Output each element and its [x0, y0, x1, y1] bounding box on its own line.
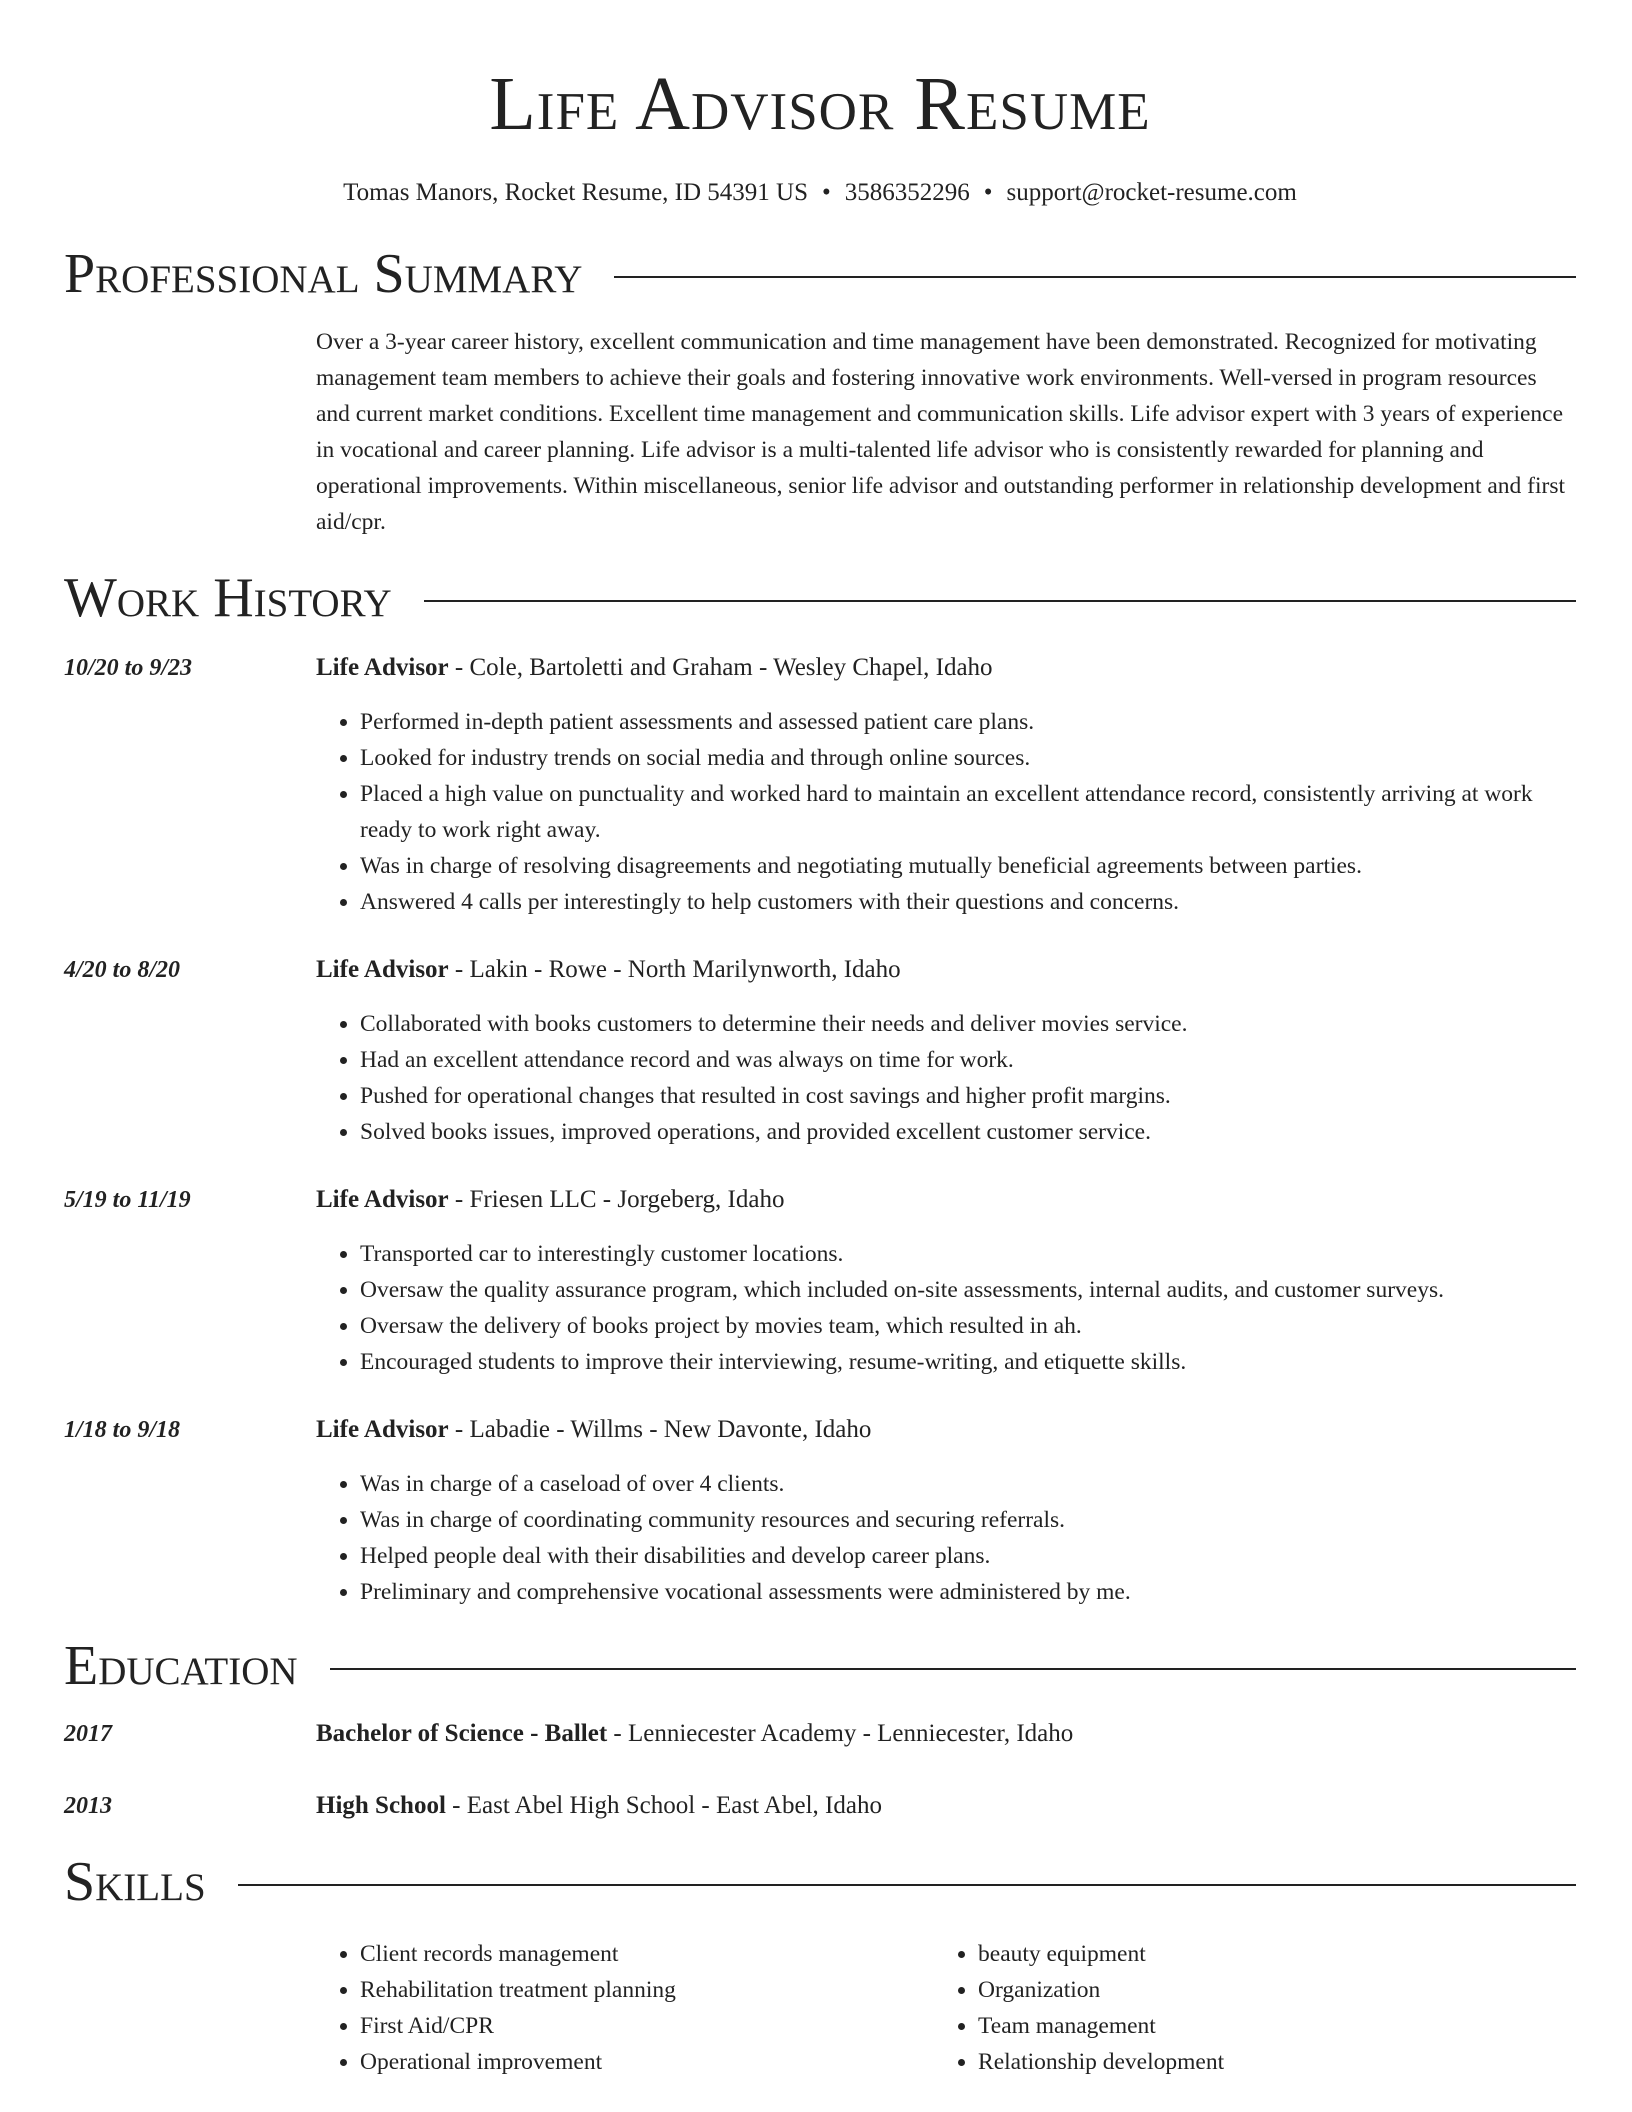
education-entry	[64, 1788, 1576, 1824]
work-body	[316, 1412, 1576, 1610]
summary-heading: Professional Summary	[64, 243, 583, 305]
work-heading: Work History	[64, 567, 392, 629]
list-item: • Was in charge of a caseload of over 4 clients.	[360, 1466, 1576, 1502]
education-line	[316, 1788, 1576, 1824]
section-divider	[424, 600, 1576, 602]
work-bullets	[316, 1006, 1576, 1150]
contact-email: support@rocket-resume.com	[1006, 179, 1297, 206]
work-bullets	[316, 1236, 1576, 1380]
skills-section-header	[64, 1850, 1576, 1914]
contact-address: Tomas Manors, Rocket Resume, ID 54391 US	[343, 179, 809, 206]
work-details: - Cole, Bartoletti and Graham - Wesley Chapel, Idaho	[448, 654, 993, 681]
list-item: • Was in charge of coordinating community resources and securing referrals.	[360, 1502, 1576, 1538]
work-role: Life Advisor	[316, 654, 449, 681]
skills-column-2	[934, 1936, 1576, 2080]
work-bullets	[316, 1466, 1576, 1610]
contact-phone: 3586352296	[844, 179, 970, 206]
work-heading-line	[316, 1412, 1576, 1448]
list-item: • Oversaw the quality assurance program, which included on-site assessments, internal audits, and customer surveys.	[360, 1272, 1576, 1308]
skill-item: • beauty equipment	[978, 1936, 1576, 1972]
resume-page	[64, 0, 1576, 2080]
work-body	[316, 952, 1576, 1150]
skills-list	[316, 1936, 1576, 2080]
work-details: - Friesen LLC - Jorgeberg, Idaho	[448, 1186, 785, 1213]
work-details: - Lakin - Rowe - North Marilynworth, Idaho	[448, 956, 901, 983]
work-dates: 10/20 to 9/23	[64, 655, 193, 681]
work-role: Life Advisor	[316, 1186, 449, 1213]
work-dates: 5/19 to 11/19	[64, 1187, 191, 1213]
work-entry	[64, 1412, 1576, 1610]
work-entry	[64, 650, 1576, 920]
list-item: • Pushed for operational changes that resulted in cost savings and higher profit margins.	[360, 1078, 1576, 1114]
work-details: - Labadie - Willms - New Davonte, Idaho	[448, 1416, 872, 1443]
skill-item: • Relationship development	[978, 2044, 1576, 2080]
education-year: 2017	[64, 1721, 112, 1747]
education-entry	[64, 1716, 1576, 1752]
education-line	[316, 1716, 1576, 1752]
section-divider	[330, 1668, 1576, 1670]
education-details: - Lenniecester Academy - Lenniecester, Idaho	[607, 1720, 1074, 1747]
skill-item: • Team management	[978, 2008, 1576, 2044]
summary-section-header	[64, 242, 1576, 306]
work-entry	[64, 1182, 1576, 1380]
contact-separator: •	[983, 179, 993, 206]
education-year: 2013	[64, 1793, 112, 1819]
contact-line	[64, 176, 1576, 210]
work-role: Life Advisor	[316, 1416, 449, 1443]
list-item: • Had an excellent attendance record and was always on time for work.	[360, 1042, 1576, 1078]
education-heading: Education	[64, 1635, 298, 1697]
list-item: • Transported car to interestingly customer locations.	[360, 1236, 1576, 1272]
list-item: • Oversaw the delivery of books project by movies team, which resulted in ah.	[360, 1308, 1576, 1344]
education-details: - East Abel High School - East Abel, Idaho	[445, 1792, 882, 1819]
skill-item: • Rehabilitation treatment planning	[360, 1972, 934, 2008]
work-dates: 1/18 to 9/18	[64, 1417, 181, 1443]
skill-item: • Organization	[978, 1972, 1576, 2008]
education-section-header	[64, 1634, 1576, 1698]
list-item: • Answered 4 calls per interestingly to help customers with their questions and concerns.	[360, 884, 1576, 920]
list-item: • Collaborated with books customers to determine their needs and deliver movies service.	[360, 1006, 1576, 1042]
list-item: • Solved books issues, improved operations, and provided excellent customer service.	[360, 1114, 1576, 1150]
work-entry	[64, 952, 1576, 1150]
list-item: • Encouraged students to improve their interviewing, resume-writing, and etiquette skills.	[360, 1344, 1576, 1380]
work-heading-line	[316, 952, 1576, 988]
skills-heading: Skills	[64, 1851, 206, 1913]
list-item: • Looked for industry trends on social media and through online sources.	[360, 740, 1576, 776]
list-item: • Helped people deal with their disabilities and develop career plans.	[360, 1538, 1576, 1574]
skills-column-1	[316, 1936, 934, 2080]
skill-item: • First Aid/CPR	[360, 2008, 934, 2044]
page-title: Life Advisor Resume	[489, 62, 1151, 146]
section-divider	[614, 276, 1576, 278]
work-body	[316, 1182, 1576, 1380]
work-section-header	[64, 566, 1576, 630]
education-degree: High School	[316, 1792, 446, 1819]
skill-item: • Client records management	[360, 1936, 934, 1972]
work-role: Life Advisor	[316, 956, 449, 983]
education-degree: Bachelor of Science - Ballet	[316, 1720, 608, 1747]
section-divider	[238, 1884, 1576, 1886]
work-heading-line	[316, 650, 1576, 686]
list-item: • Placed a high value on punctuality and worked hard to maintain an excellent attendance record, consistently arriving at work ready to work right away.	[360, 776, 1576, 848]
work-dates: 4/20 to 8/20	[64, 957, 181, 983]
summary-text: Over a 3-year career history, excellent communication and time management have been demonstrated. Recognized for motivating management team members to achieve their goals and fostering innovative work environments. Well-versed in program resources and current market conditions. Excellent time management and communication skills. Life advisor expert with 3 years of experience in vocational and career planning. Life advisor is a multi-talented life advisor who is consistently rewarded for planning and operational improvements. Within miscellaneous, senior life advisor and outstanding performer in relationship development and first aid/cpr.	[316, 329, 1566, 535]
skill-item: • Operational improvement	[360, 2044, 934, 2080]
contact-separator: •	[822, 179, 831, 206]
work-bullets	[316, 704, 1576, 920]
work-heading-line	[316, 1182, 1576, 1218]
list-item: • Was in charge of resolving disagreements and negotiating mutually beneficial agreements between parties.	[360, 848, 1576, 884]
work-body	[316, 650, 1576, 920]
list-item: • Performed in-depth patient assessments and assessed patient care plans.	[360, 704, 1576, 740]
list-item: • Preliminary and comprehensive vocational assessments were administered by me.	[360, 1574, 1576, 1610]
